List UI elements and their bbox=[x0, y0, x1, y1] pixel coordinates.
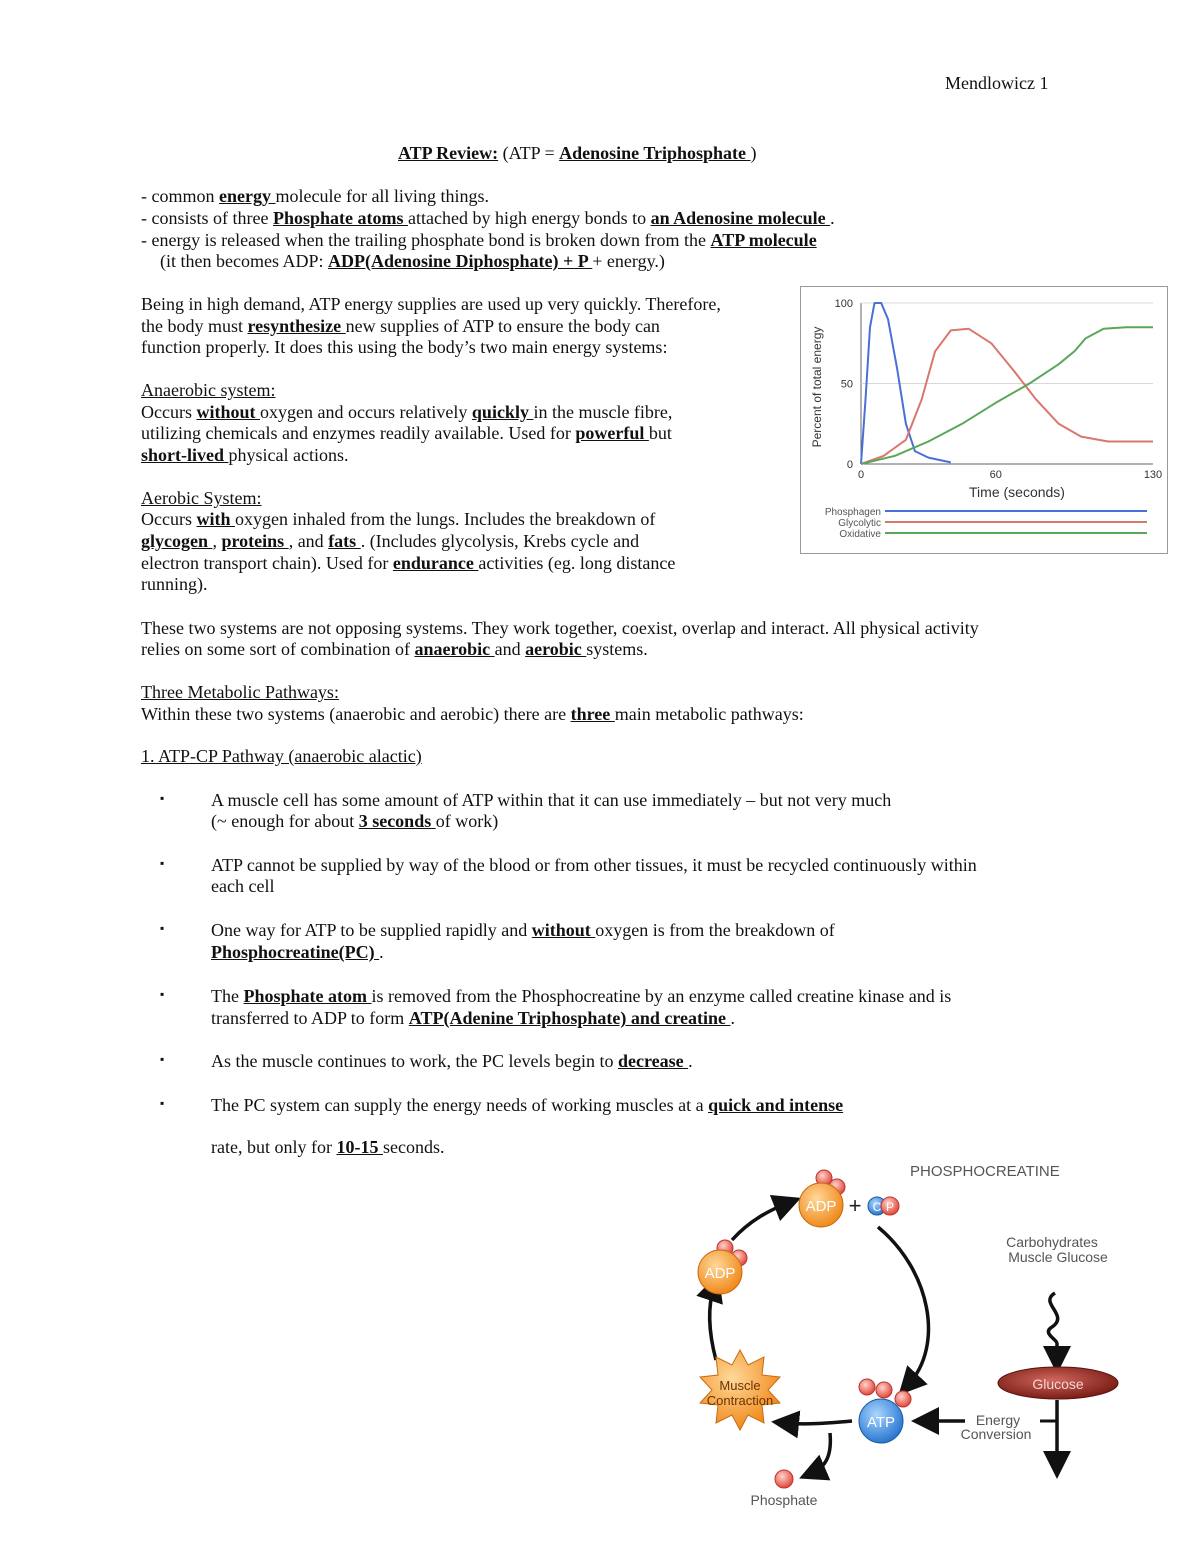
energy-systems-chart bbox=[800, 286, 1168, 554]
bullet-6-line-2: rate, but only for 10-15 seconds. bbox=[211, 1137, 445, 1157]
y-axis-label: Percent of total energy bbox=[810, 326, 824, 448]
squiggle-arrow bbox=[1048, 1293, 1057, 1343]
systems-line-1: These two systems are not opposing systems. They work together, coexist, overlap and interact. All physical activity bbox=[141, 618, 979, 638]
atpcp-heading: 1. ATP-CP Pathway (anaerobic alactic) bbox=[141, 746, 422, 766]
y-tick-label: 50 bbox=[840, 378, 853, 391]
bullet-marker: ▪ bbox=[160, 987, 165, 1001]
aerobic-line-1: Occurs with oxygen inhaled from the lungs. Includes the breakdown of bbox=[141, 509, 656, 529]
bullet-marker: ▪ bbox=[160, 1052, 165, 1066]
bullet-marker: ▪ bbox=[160, 1096, 165, 1110]
page-header: Mendlowicz 1 bbox=[945, 73, 1049, 93]
series-line-oxidative bbox=[861, 327, 1153, 464]
atp-label: ATP bbox=[866, 1414, 896, 1431]
x-tick-label: 130 bbox=[1143, 469, 1163, 481]
glucose-label: Glucose bbox=[1032, 1376, 1084, 1392]
arrow-atp-to-muscle bbox=[785, 1421, 852, 1424]
arrow-pc-to-atp bbox=[878, 1227, 928, 1385]
bullet-2-line-1: ATP cannot be supplied by way of the blood or from other tissues, it must be recycled continuously within bbox=[211, 855, 977, 875]
arrow-muscle-to-adp bbox=[710, 1287, 716, 1360]
page-title: ATP Review: (ATP = Adenosine Triphosphate ) bbox=[398, 143, 757, 163]
phosphate-ball bbox=[859, 1379, 875, 1395]
x-tick-label: 60 bbox=[989, 469, 1002, 481]
chart-canvas bbox=[801, 287, 1167, 553]
adp-top-label: ADP bbox=[805, 1198, 837, 1215]
demand-line-1: Being in high demand, ATP energy supplies are used up very quickly. Therefore, bbox=[141, 294, 721, 314]
phosphocreatine-diagram bbox=[680, 1155, 1120, 1515]
legend-label-phosphagen: Phosphagen bbox=[824, 507, 881, 518]
bullet-2-line-2: each cell bbox=[211, 876, 275, 896]
bullet-3-line-1: One way for ATP to be supplied rapidly and without oxygen is from the breakdown of bbox=[211, 920, 835, 940]
muscle-label-1: Muscle bbox=[719, 1378, 761, 1393]
legend-label-oxidative: Oxidative bbox=[839, 529, 881, 540]
systems-line-2: relies on some sort of combination of anaerobic and aerobic systems. bbox=[141, 639, 648, 659]
bullet-3-line-2: Phosphocreatine(PC) . bbox=[211, 942, 384, 962]
demand-line-3: function properly. It does this using the body’s two main energy systems: bbox=[141, 337, 668, 357]
bullet-1-line-2: (~ enough for about 3 seconds of work) bbox=[211, 811, 499, 831]
muscle-label-2: Contraction bbox=[706, 1393, 774, 1408]
phosphate-ball bbox=[876, 1382, 892, 1398]
anaerobic-line-3: short-lived physical actions. bbox=[141, 445, 349, 465]
intro-line-4: (it then becomes ADP: ADP(Adenosine Diphosphate) + P + energy.) bbox=[160, 251, 665, 271]
bullet-4-line-1: The Phosphate atom is removed from the Phosphocreatine by an enzyme called creatine kinase and is bbox=[211, 986, 952, 1006]
adp-left-label: ADP bbox=[704, 1265, 736, 1282]
bullet-6-line-1: The PC system can supply the energy needs of working muscles at a quick and intense bbox=[211, 1095, 844, 1115]
bullet-1-line-1: A muscle cell has some amount of ATP within that it can use immediately – but not very much bbox=[211, 790, 892, 810]
energy-label-2: Conversion bbox=[960, 1426, 1032, 1442]
energy-label-1: Energy bbox=[975, 1412, 1021, 1428]
aerobic-heading: Aerobic System: bbox=[141, 488, 262, 508]
demand-line-2: the body must resynthesize new supplies of ATP to ensure the body can bbox=[141, 316, 660, 336]
creatine-label: C bbox=[872, 1200, 882, 1214]
bullet-marker: ▪ bbox=[160, 921, 165, 935]
anaerobic-line-2: utilizing chemicals and enzymes readily available. Used for powerful but bbox=[141, 423, 672, 443]
intro-line-3: - energy is released when the trailing phosphate bond is broken down from the ATP molecule bbox=[141, 230, 817, 250]
bullet-marker: ▪ bbox=[160, 856, 165, 870]
pathways-heading: Three Metabolic Pathways: bbox=[141, 682, 339, 702]
aerobic-line-3: electron transport chain). Used for endurance activities (eg. long distance bbox=[141, 553, 676, 573]
diagram-title: PHOSPHOCREATINE bbox=[910, 1163, 1060, 1180]
anaerobic-line-1: Occurs without oxygen and occurs relatively quickly in the muscle fibre, bbox=[141, 402, 673, 422]
phosphate-ball bbox=[895, 1391, 911, 1407]
pathways-line-1: Within these two systems (anaerobic and aerobic) there are three main metabolic pathways: bbox=[141, 704, 804, 724]
intro-line-1: - common energy molecule for all living things. bbox=[141, 186, 489, 206]
arrow-atp-to-phosphate bbox=[812, 1433, 830, 1473]
bullet-marker: ▪ bbox=[160, 791, 165, 805]
pc-phosphate-label: P bbox=[885, 1200, 895, 1214]
carbs-label-2: Muscle Glucose bbox=[1008, 1249, 1108, 1265]
y-tick-label: 100 bbox=[834, 298, 853, 310]
intro-line-2: - consists of three Phosphate atoms attached by high energy bonds to an Adenosine molecule . bbox=[141, 208, 835, 228]
y-tick-label: 0 bbox=[846, 459, 853, 471]
arrow-adp-to-top bbox=[732, 1203, 788, 1240]
x-tick-label: 0 bbox=[857, 469, 865, 481]
aerobic-line-2: glycogen , proteins , and fats . (Includes glycolysis, Krebs cycle and bbox=[141, 531, 640, 551]
bullet-5-line-1: As the muscle continues to work, the PC levels begin to decrease . bbox=[211, 1051, 693, 1071]
plus-sign: + bbox=[848, 1193, 862, 1218]
anaerobic-heading: Anaerobic system: bbox=[141, 380, 276, 400]
aerobic-line-4: running). bbox=[141, 574, 208, 594]
phosphate-label: Phosphate bbox=[750, 1492, 818, 1508]
bullet-4-line-2: transferred to ADP to form ATP(Adenine Triphosphate) and creatine . bbox=[211, 1008, 735, 1028]
legend-label-glycolytic: Glycolytic bbox=[838, 518, 881, 529]
carbs-label-1: Carbohydrates bbox=[1006, 1234, 1098, 1250]
x-axis-label: Time (seconds) bbox=[969, 484, 1065, 500]
released-phosphate-ball bbox=[775, 1470, 793, 1488]
diagram-canvas bbox=[680, 1155, 1120, 1515]
